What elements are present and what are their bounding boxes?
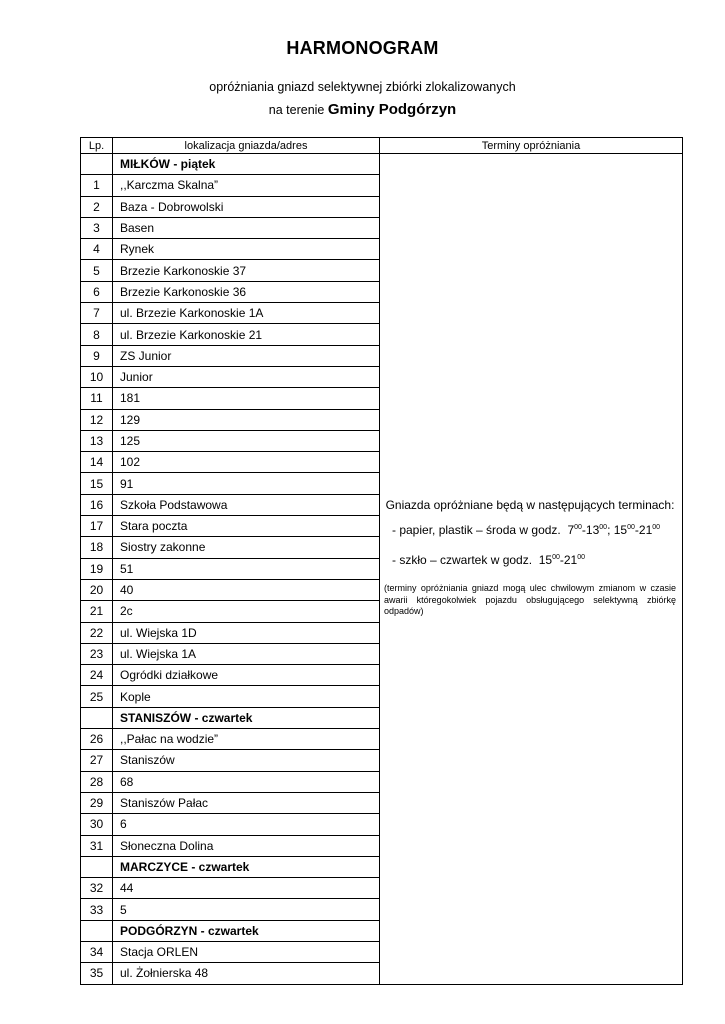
- row-number: 11: [81, 388, 113, 409]
- row-number: 31: [81, 835, 113, 856]
- subtitle-line-1: opróżniania gniazd selektywnej zbiórki zlokalizowanych: [209, 80, 516, 94]
- location-cell: 6: [113, 814, 380, 835]
- row-number: 1: [81, 175, 113, 196]
- row-number: 20: [81, 579, 113, 600]
- terms-intro: Gniazda opróżniane będą w następujących terminach:: [385, 498, 675, 512]
- row-number: 10: [81, 366, 113, 387]
- row-number: 28: [81, 771, 113, 792]
- location-cell: 44: [113, 878, 380, 899]
- location-cell: ,,Pałac na wodzie”: [113, 729, 380, 750]
- location-cell: Ogródki działkowe: [113, 665, 380, 686]
- location-cell: ul. Brzezie Karkonoskie 21: [113, 324, 380, 345]
- location-cell: ul. Żołnierska 48: [113, 963, 380, 984]
- location-cell: 5: [113, 899, 380, 920]
- location-cell: Stara poczta: [113, 516, 380, 537]
- location-cell: ZS Junior: [113, 345, 380, 366]
- row-number: 9: [81, 345, 113, 366]
- row-number: 23: [81, 643, 113, 664]
- row-number: 3: [81, 217, 113, 238]
- section-row: [81, 154, 683, 175]
- row-number: 34: [81, 941, 113, 962]
- location-cell: Słoneczna Dolina: [113, 835, 380, 856]
- row-number: 22: [81, 622, 113, 643]
- row-number: 8: [81, 324, 113, 345]
- location-cell: 129: [113, 409, 380, 430]
- row-number: 29: [81, 792, 113, 813]
- location-cell: Basen: [113, 217, 380, 238]
- section-title: STANISZÓW - czwartek: [113, 707, 380, 728]
- row-number: 4: [81, 239, 113, 260]
- section-title: PODGÓRZYN - czwartek: [113, 920, 380, 941]
- location-cell: Szkoła Podstawowa: [113, 494, 380, 515]
- table-body: [81, 154, 683, 985]
- location-cell: ,,Karczma Skalna”: [113, 175, 380, 196]
- location-cell: Staniszów Pałac: [113, 792, 380, 813]
- location-cell: 2c: [113, 601, 380, 622]
- location-cell: ul. Wiejska 1A: [113, 643, 380, 664]
- location-cell: Rynek: [113, 239, 380, 260]
- section-title: MIŁKÓW - piątek: [113, 154, 380, 175]
- row-number: 25: [81, 686, 113, 707]
- row-number: 21: [81, 601, 113, 622]
- subtitle-line-2: [0, 101, 725, 118]
- row-number: 6: [81, 281, 113, 302]
- row-number: 5: [81, 260, 113, 281]
- row-number: 33: [81, 899, 113, 920]
- location-cell: Kople: [113, 686, 380, 707]
- location-cell: 91: [113, 473, 380, 494]
- subtitle-prefix: na terenie: [268, 103, 325, 117]
- row-number: 13: [81, 430, 113, 451]
- row-number: 12: [81, 409, 113, 430]
- row-number: 2: [81, 196, 113, 217]
- row-number: 19: [81, 558, 113, 579]
- row-number: [81, 154, 113, 175]
- row-number: 17: [81, 516, 113, 537]
- location-cell: Baza - Dobrowolski: [113, 196, 380, 217]
- schedule-table: [80, 137, 683, 985]
- terms-glass: - szkło – czwartek w godz. $15^{00}-21^{00}$: [392, 553, 586, 567]
- row-number: 32: [81, 878, 113, 899]
- location-cell: 181: [113, 388, 380, 409]
- terms-paper-plastic: - papier, plastik – środa w godz. $7^{00}-13^{00}$; $15^{00}-21^{00}$: [392, 523, 661, 537]
- location-cell: Stacja ORLEN: [113, 941, 380, 962]
- page-title: HARMONOGRAM: [286, 38, 439, 58]
- location-cell: Staniszów: [113, 750, 380, 771]
- row-number: 26: [81, 729, 113, 750]
- terms-box: [384, 497, 676, 618]
- row-number: 14: [81, 452, 113, 473]
- location-cell: Siostry zakonne: [113, 537, 380, 558]
- location-cell: 102: [113, 452, 380, 473]
- location-cell: ul. Wiejska 1D: [113, 622, 380, 643]
- row-number: 16: [81, 494, 113, 515]
- location-cell: Junior: [113, 366, 380, 387]
- row-number: 35: [81, 963, 113, 984]
- row-number: 27: [81, 750, 113, 771]
- location-cell: Brzezie Karkonoskie 36: [113, 281, 380, 302]
- row-number: [81, 856, 113, 877]
- location-cell: 125: [113, 430, 380, 451]
- location-cell: ul. Brzezie Karkonoskie 1A: [113, 303, 380, 324]
- section-title: MARCZYCE - czwartek: [113, 856, 380, 877]
- row-number: 7: [81, 303, 113, 324]
- row-number: 30: [81, 814, 113, 835]
- location-cell: 51: [113, 558, 380, 579]
- header-lp: Lp.: [81, 138, 113, 154]
- row-number: [81, 920, 113, 941]
- row-number: 15: [81, 473, 113, 494]
- location-cell: 68: [113, 771, 380, 792]
- location-cell: Brzezie Karkonoskie 37: [113, 260, 380, 281]
- header-location: lokalizacja gniazda/adres: [113, 138, 380, 154]
- terms-cell: [380, 154, 683, 985]
- terms-note: (terminy opróżniania gniazd mogą ulec chwilowym zmianom w czasie awarii któregokolwiek pojazdu obsługującego selektywną zbiórkę odpadów): [384, 583, 676, 616]
- row-number: 18: [81, 537, 113, 558]
- header-terms: Terminy opróżniania: [380, 138, 683, 154]
- row-number: 24: [81, 665, 113, 686]
- table-header-row: [81, 138, 683, 154]
- row-number: [81, 707, 113, 728]
- location-cell: 40: [113, 579, 380, 600]
- municipality-name: Gminy Podgórzyn: [327, 101, 457, 118]
